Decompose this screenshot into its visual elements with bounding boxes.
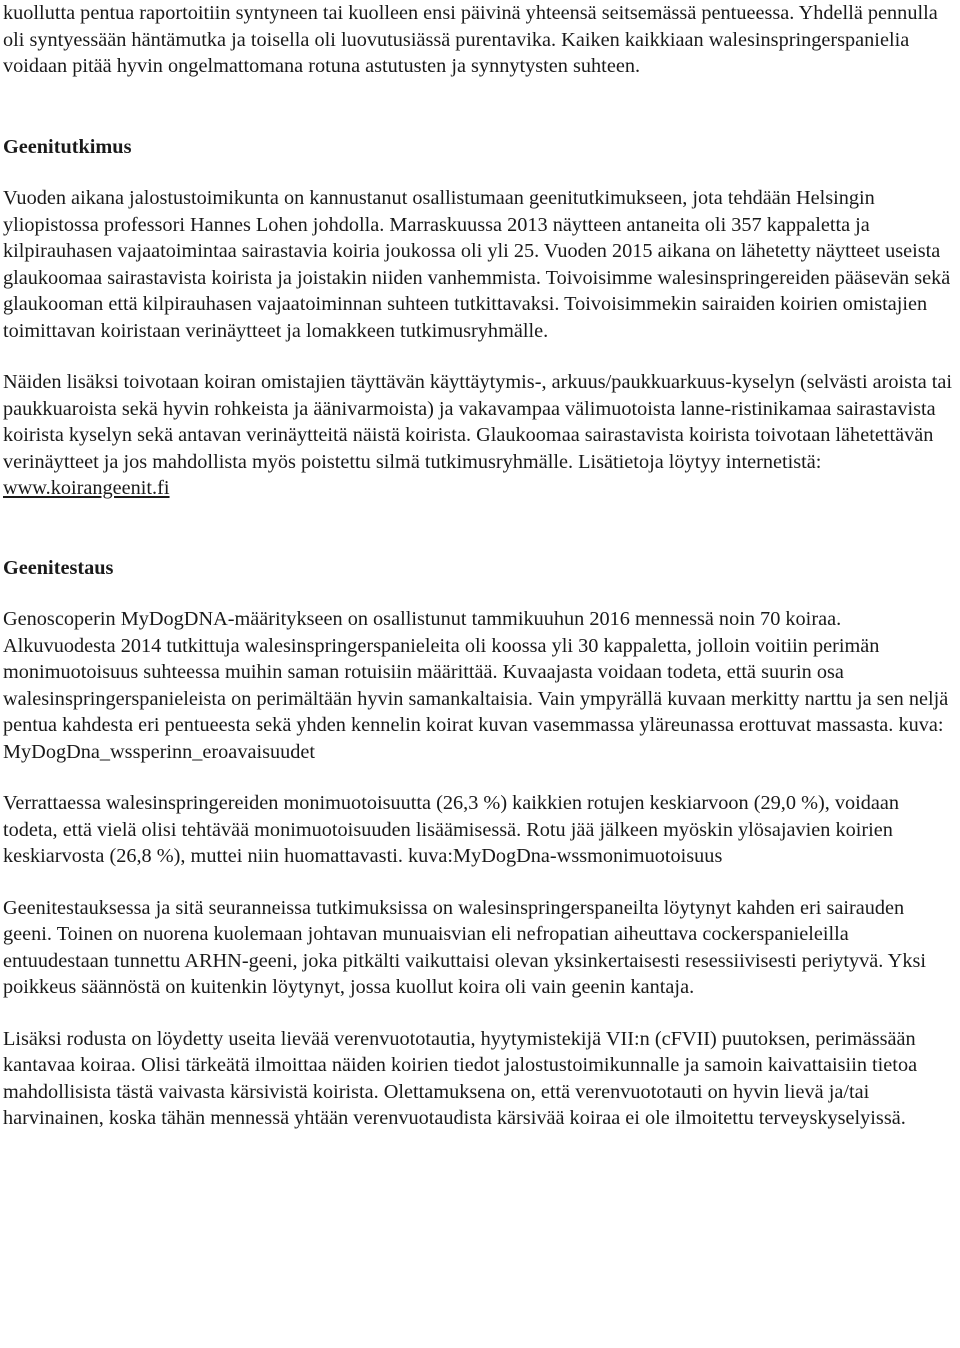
geenitestaus-paragraph-3: Geenitestauksessa ja sitä seuranneissa tutkimuksissa on walesinspringerspaneilta löytynyt kahden eri sairauden geeni. Toinen on nuorena kuolemaan johtavan munuaisvian eli nefropatian aiheuttava cockerspanieleilla entuudestaan tunnettu ARHN-geeni, joka pitkälti vaikuttaisi olevan yksinkertaisesti resessiivisesti periytyvä. Yksi poikkeus säännöstä on kuitenkin löytynyt, jossa kuollut koira oli vain geenin kantaja. (3, 896, 926, 998)
document-page (3, 0, 957, 1132)
heading-geenitestaus: Geenitestaus (3, 556, 114, 579)
geenitestaus-paragraph-4: Lisäksi rodusta on löydetty useita lievää verenvuototautia, hyytymistekijä VII:n (cFVII) puutoksen, perimässään kantavaa koiraa. Olisi tärkeätä ilmoittaa näiden koirien tiedot jalostustoimikunnalle ja samoin kaivattaisiin tietoa mahdollisista tästä vaivasta kärsivistä koirista. Olettamuksena on, että verenvuototauti on hyvin lievä ja/tai harvinainen, koska tähän mennessä yhtään verenvuotaudista kärsivää koiraa ei ole ilmoitettu terveyskyselyissä. (3, 1027, 918, 1129)
koirangeenit-link[interactable]: www.koirangeenit.fi (3, 477, 170, 499)
intro-paragraph: kuollutta pentua raportoitiin syntyneen tai kuolleen ensi päivinä yhteensä seitsemässä pentueessa. Yhdellä pennulla oli syntyessään häntämutka ja toisella oli luovutusiässä purentavika. Kaiken kaikkiaan walesinspringerspanielia voidaan pitää hyvin ongelmattomana rotuna astutusten ja synnytysten suhteen. (3, 2, 938, 77)
geenitutkimus-paragraph-2 (3, 369, 957, 502)
heading-geenitutkimus: Geenitutkimus (3, 135, 132, 158)
geenitestaus-paragraph-2: Verrattaessa walesinspringereiden monimuotoisuutta (26,3 %) kaikkien rotujen keskiarvoon (29,0 %), voidaan todeta, että vielä olisi tehtävää monimuotoisuuden lisäämisessä. Rotu jää jälkeen myöskin ylösajavien koirien keskiarvosta (26,8 %), muttei niin huomattavasti. kuva:MyDogDna-wssmonimuotoisuus (3, 792, 900, 867)
geenitestaus-paragraph-1: Genoscoperin MyDogDNA-määritykseen on osallistunut tammikuuhun 2016 mennessä noin 70 koiraa. Alkuvuodesta 2014 tutkittuja walesinspringerspanieleita oli koossa yli 30 kappaletta, jolloin voitiin perimän monimuotoisuus suhteessa muihin saman rotuisiin määrittää. Kuvaajasta voidaan todeta, että suurin osa walesinspringerspanieleista on perimältään hyvin samankaltaisia. Vain ympyrällä kuvaan merkitty narttu ja sen neljä pentua kahdesta eri pentueesta sekä yhden kennelin koirat kuvan vasemmassa yläreunassa erottuvat massasta. kuva: MyDogDna_wssperinn_eroavaisuudet (3, 608, 949, 763)
geenitutkimus-paragraph-2-text: Näiden lisäksi toivotaan koiran omistajien täyttävän käyttäytymis-, arkuus/paukkuarkuus-kyselyn (selvästi aroista tai paukkuaroista sekä hyvin rohkeista ja äänivarmoista) ja vakavampaa välimuotoista lanne-ristinikamaa sairastavista koirista kyselyn sekä antavan verinäytteitä näistä koirista. Glaukoomaa sairastavista koirista toivotaan lähetettävän verinäytteet ja jos mahdollista myös poistettu silmä tutkimusryhmälle. Lisätietoja löytyy internetistä: (3, 371, 953, 473)
geenitutkimus-paragraph-1: Vuoden aikana jalostustoimikunta on kannustanut osallistumaan geenitutkimukseen, jota tehdään Helsingin yliopistossa professori Hannes Lohen johdolla. Marraskuussa 2013 näytteen antaneita oli 357 kappaletta ja kilpirauhasen vajaatoimintaa sairastavia koiria joukossa oli yli 25. Vuoden 2015 aikana on lähetetty näytteet useista glaukoomaa sairastavista koirista ja joistakin niiden vanhemmista. Toivoisimme walesinspringereiden pääsevän sekä glaukooman että kilpirauhasen vajaatoiminnan suhteen tutkittavaksi. Toivoisimmekin sairaiden koirien omistajien toimittavan koiristaan verinäytteet ja lomakkeen tutkimusryhmälle. (3, 187, 951, 342)
